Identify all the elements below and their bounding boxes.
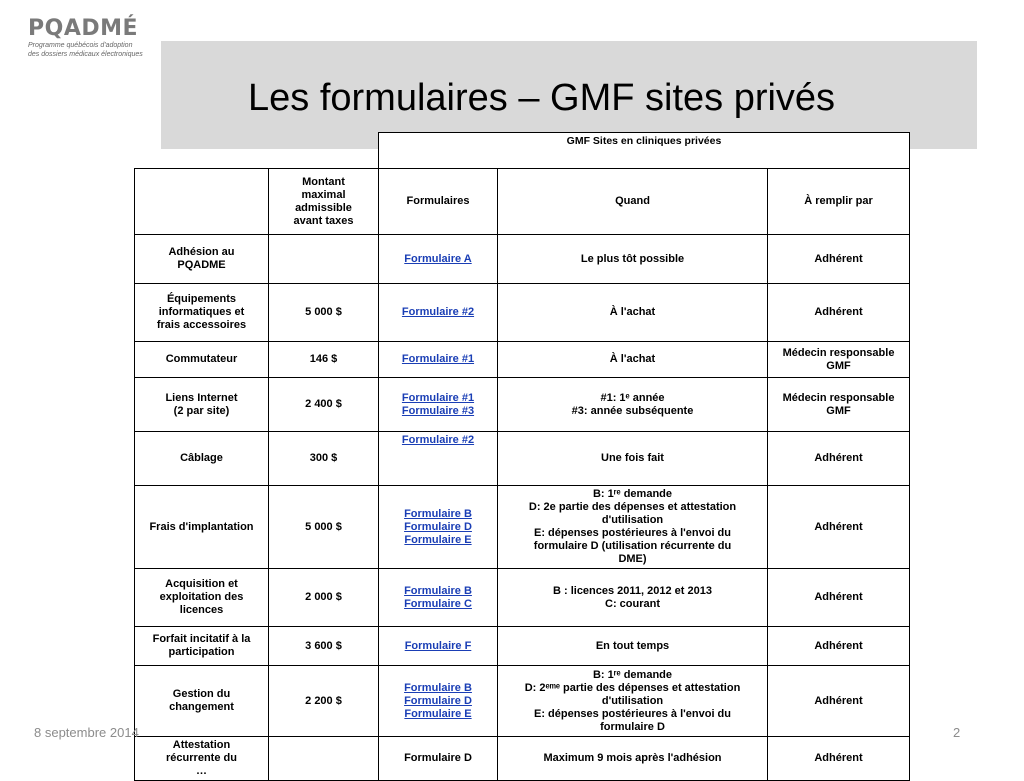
cell-quand [498,737,768,781]
form-link[interactable]: Formulaire #3 [401,404,475,417]
cell-montant: 2 000 $ [269,569,379,627]
group-header: GMF Sites en cliniques privées [379,133,910,169]
cell-item [135,486,269,569]
form-link[interactable]: Formulaire E [404,533,472,546]
cell-line: (2 par site) [173,404,230,417]
table-row [135,666,910,737]
cell-remplir-par [768,627,910,666]
cell-quand [498,378,768,432]
cell-montant: 2 400 $ [269,378,379,432]
cell-remplir-par [768,737,910,781]
cell-line: Adhérent [814,591,863,603]
pqadme-logo [28,16,143,59]
cell-line: Médecin responsable [782,346,895,359]
cell-line: En tout temps [595,639,670,652]
cell-line: changement [169,701,234,713]
form-link[interactable]: Formulaire C [404,597,472,610]
cell-line: À l'achat [609,353,656,365]
cell-remplir-par [768,378,910,432]
logo-subtitle-line2: des dossiers médicaux électroniques [28,51,143,58]
cell-line: Commutateur [165,353,238,365]
cell-line: d'utilisation [601,694,664,707]
cell-line: Médecin responsable [782,391,895,404]
cell-item [135,666,269,737]
cell-item [135,235,269,284]
cell-line: Forfait incitatif à la [152,633,251,645]
cell-line: Frais d'implantation [149,520,254,533]
header-montant [269,169,379,235]
cell-line: Adhérent [814,694,863,707]
cell-item [135,284,269,342]
form-link[interactable]: Formulaire B [404,507,472,520]
cell-line: Adhérent [814,452,863,464]
header-quand: Quand [498,169,768,235]
logo-wordmark: PQADMÉ [28,16,139,41]
logo-subtitle-line1: Programme québécois d'adoption [28,42,133,49]
cell-quand [498,569,768,627]
cell-line: formulaire D (utilisation récurrente du [533,540,732,552]
table-row [135,486,910,569]
cell-line: licences [179,604,224,616]
cell-montant [269,235,379,284]
cell-line: C: courant [605,597,660,610]
form-link[interactable]: Formulaire D [404,520,472,533]
form-link[interactable]: Formulaire B [404,584,472,597]
table-row [135,342,910,378]
cell-formulaires: Formulaire D [379,737,498,781]
cell-line: DME) [618,553,647,565]
cell-line: D: 2e partie des dépenses et attestation [528,501,737,513]
cell-quand [498,432,768,486]
table-row [135,378,910,432]
cell-line: B: 1ʳᵉ demande [592,668,673,681]
table-row [135,627,910,666]
page-number: 2 [953,725,961,740]
cell-item [135,569,269,627]
cell-line: Adhérent [814,520,863,533]
header-row [135,169,910,235]
cell-line: Câblage [180,452,223,464]
cell-line: participation [168,646,235,658]
cell-quand [498,486,768,569]
form-link[interactable]: Formulaire B [404,681,472,694]
cell-remplir-par [768,666,910,737]
cell-line: À l'achat [609,306,656,318]
cell-formulaires [379,235,498,284]
cell-remplir-par [768,284,910,342]
cell-remplir-par [768,342,910,378]
cell-line: frais accessoires [156,319,247,331]
cell-line: maximal [301,188,346,201]
form-link[interactable]: Formulaire #1 [401,391,475,404]
cell-item [135,378,269,432]
table-row [135,737,910,781]
cell-line: admissible [295,201,352,214]
form-link[interactable]: Formulaire #2 [401,306,475,318]
form-link[interactable]: Formulaire A [404,252,472,265]
slide-title: Les formulaires – GMF sites privés [248,77,836,119]
cell-line: … [196,765,207,777]
form-link[interactable]: Formulaire E [404,707,472,720]
cell-formulaires [379,666,498,737]
cell-line: Adhérent [814,639,863,652]
cell-formulaires [379,432,498,486]
cell-line: Adhérent [814,306,863,318]
header-item [135,169,269,235]
table-row [135,432,910,486]
cell-montant: 3 600 $ [269,627,379,666]
cell-line: Acquisition et [165,578,238,590]
cell-line: E: dépenses postérieures à l'envoi du [533,707,731,720]
cell-remplir-par [768,486,910,569]
cell-line: GMF [826,359,851,372]
cell-quand [498,235,768,284]
cell-line: formulaire D [600,720,665,733]
cell-montant [269,737,379,781]
cell-remplir-par [768,235,910,284]
form-link[interactable]: Formulaire #2 [401,434,475,446]
cell-line: Une fois fait [601,452,664,464]
cell-montant: 300 $ [269,432,379,486]
form-link[interactable]: Formulaire F [404,639,472,652]
cell-line: Adhésion au [168,246,235,258]
cell-line: Adhérent [814,752,863,764]
cell-quand [498,342,768,378]
cell-formulaires [379,627,498,666]
form-link[interactable]: Formulaire #1 [401,353,475,365]
cell-line: #3: année subséquente [571,404,694,417]
cell-quand [498,666,768,737]
cell-quand [498,627,768,666]
form-link[interactable]: Formulaire D [404,694,472,707]
cell-line: Montant [302,175,345,188]
cell-line: exploitation des [159,591,244,603]
cell-line: Gestion du [172,688,231,700]
cell-line: d'utilisation [601,514,664,526]
cell-formulaires [379,378,498,432]
cell-remplir-par [768,432,910,486]
cell-formulaires [379,284,498,342]
cell-line: Maximum 9 mois après l'adhésion [543,752,722,764]
table-row [135,569,910,627]
cell-formulaires [379,342,498,378]
forms-table [134,132,910,781]
cell-line: B: 1ʳᵉ demande [592,488,673,500]
cell-line: GMF [826,404,851,417]
cell-montant: 5 000 $ [269,284,379,342]
cell-line: Adhérent [814,252,863,265]
footer-date: 8 septembre 2014 [34,725,139,740]
cell-line: B : licences 2011, 2012 et 2013 [552,584,712,597]
group-header-row [135,133,910,169]
cell-formulaires [379,486,498,569]
cell-montant: 5 000 $ [269,486,379,569]
cell-line: avant taxes [293,214,354,227]
cell-line: Liens Internet [165,391,238,404]
table-row [135,235,910,284]
cell-line: #1: 1ᵉ année [600,391,665,404]
cell-line: Le plus tôt possible [580,252,685,265]
cell-item [135,737,269,781]
cell-line: E: dépenses postérieures à l'envoi du [533,527,731,539]
table-row [135,284,910,342]
header-remplir: À remplir par [768,169,910,235]
cell-formulaires [379,569,498,627]
cell-remplir-par [768,569,910,627]
cell-line: D: 2ᵉᵐᵉ partie des dépenses et attestation [524,681,741,694]
cell-montant: 2 200 $ [269,666,379,737]
cell-item [135,342,269,378]
cell-item [135,627,269,666]
header-formulaires: Formulaires [379,169,498,235]
cell-line: PQADME [177,259,226,271]
cell-line: récurrente du [166,752,237,764]
cell-quand [498,284,768,342]
cell-line: Attestation [172,739,231,751]
cell-item [135,432,269,486]
cell-montant: 146 $ [269,342,379,378]
cell-line: informatiques et [158,306,245,318]
cell-line: Équipements [166,293,237,305]
